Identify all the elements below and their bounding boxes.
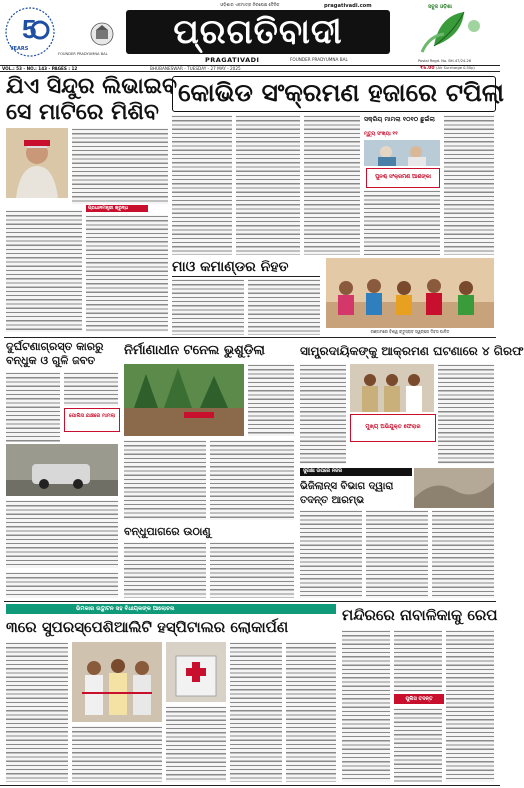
hospital-photo [72,642,162,722]
left-column-body-4 [6,572,118,598]
communal-photo [350,364,434,412]
covid-box-title: ସକ୍ରିୟ ମାମଲା ୧୦୧୦ ଛୁଇଁଲା [364,116,435,123]
covid-test-photo-icon [364,140,440,166]
lead-right-headline: କୋଭିଡ ସଂକ୍ରମଣ ହଜାରେ ଟପିଲା [178,78,505,107]
gov-headline-2: ତଦନ୍ତ ଆରମ୍ଭ [300,495,365,506]
gun-story-headline: ଦୁର୍ଘଟଣାଗ୍ରସ୍ତ କାରରୁ [6,340,104,353]
hospital-body-1 [6,642,68,782]
masthead-ad [404,6,494,58]
gov-banner [300,468,412,476]
mao-rule [172,276,320,277]
gov-banner-text: ସୁରକ୍ଷା ଉପରେ ନଜର [303,469,342,474]
lead-right-body-2 [236,115,300,255]
tunnel-photo [124,364,244,436]
police-photo-icon [350,364,434,412]
gov-headline: ଭିଜିଲାନ୍ସ ବିଭାଗ ଦ୍ୱାରା [300,481,394,492]
lead-left-tag: ପ୍ରଧାନମନ୍ତ୍ରୀ କ୍ରୁଦ୍ଧ [86,205,148,212]
gov-body-2 [366,510,428,598]
masthead-ad-text: ସବୁଜ ଓଡ଼ିଶା [428,4,452,10]
edition-date: BHUBANESWAR - TUESDAY - 27 MAY - 2025 [150,66,241,71]
price-note: (Air Surcharge 0.50p) [436,66,475,70]
masthead-seal [90,22,114,46]
small-story-headline: ବନ୍ଧୁପାଗରେ ଉଠାଣୁ [124,525,211,538]
lead-left-body-1 [72,128,168,204]
bottom-rule [0,785,500,786]
covid-red-box [366,168,440,188]
masthead-rule-2 [0,71,500,72]
hospital-photo-2 [166,642,226,702]
hospital-body-4 [230,642,282,782]
gun-story-body-3 [6,500,118,568]
website-url[interactable]: pragativadi.com [324,3,372,9]
mao-body-2 [248,279,320,335]
gun-story-body-2 [64,372,118,406]
masthead-tagline: ଓଡ଼ିଶାର ଏକମାତ୍ର ନିରପେକ୍ଷ ଦୈନିକ [220,2,280,7]
anniversary-years-label: YEARS [10,46,29,52]
gun-story-headline-2: ବନ୍ଧୁକ ଓ ଗୁଳି ଜବତ [6,354,96,367]
car-photo [6,444,118,496]
tunnel-body-3 [210,440,294,520]
svg-text:5: 5 [22,14,37,44]
mao-headline: ମାଓ କମାଣ୍ଡର ନିହତ [172,259,289,275]
tunnel-body-2 [124,440,206,520]
hospital-body-5 [286,642,336,782]
communal-body-1 [300,364,346,464]
section-rule-1 [4,337,496,338]
gun-story-red-box [64,408,120,432]
tunnel-body-1 [248,364,294,436]
hospital-banner-text: ଭିମକାର ଉଦ୍ଘାଟନ ସହ ବିଧାୟକଙ୍କ ଆଲୋଚନା [76,606,175,612]
section-rule-2 [4,601,496,602]
small-story-body-2 [210,542,294,598]
forest-site-photo-icon [124,364,244,436]
covid-box-sub: ମୃତ୍ୟୁ ସଂଖ୍ୟା ୧୧ [364,131,398,137]
car-accident-photo-icon [6,444,118,496]
price-value: ₹6.00 [420,66,435,71]
small-story-body-1 [124,542,206,598]
inauguration-photo-icon [72,642,162,722]
person-photo-icon [6,128,68,198]
gov-body-3 [432,510,494,598]
lead-right-body-3 [304,115,360,255]
crowd-photo-icon [326,258,494,328]
newspaper-title: ପ୍ରଗତିବାଦୀ [126,10,390,54]
hospital-banner [6,604,336,614]
covid-box-body [364,190,440,255]
communal-red-box-text: ମୁଖ୍ୟ ଅଭିଯୁକ୍ତ ଫେରାର [365,424,421,430]
lead-right-body-1 [172,115,232,255]
covid-photo [364,140,440,166]
edition-info: VOL.: 53 - NO.: 143 - PAGES : 12 [2,66,78,71]
photo-caption-right: ଗଞ୍ଜାମରେ ବିଶ୍ୱ ଋତୁସ୍ରାବ ସ୍ୱଚ୍ଛତା ଦିବସ ପାଳିତ [370,329,450,334]
communal-body-2 [438,364,494,464]
founder-label: FOUNDER PRADYUMNA BAL [58,52,108,56]
lead-right-body-4 [444,115,494,255]
lead-left-body-2 [6,210,82,332]
hospital-headline: ୩ରେ ସୁପରସ୍ପେଶିଆଲିଟି ହସ୍ପିଟାଲର ଲୋକାର୍ପଣ [6,618,289,636]
temple-body-2 [394,630,442,692]
quarry-photo [414,468,494,508]
founder-line: FOUNDER PRADYUMNA BAL [290,57,348,62]
communal-red-box [350,414,436,442]
hospital-body-2 [72,726,162,782]
temple-red-box: ପୁଲିସ ତଦନ୍ତ [394,694,444,704]
communal-headline: ସାମ୍ପ୍ରଦାୟିକଙ୍କୁ ଆକ୍ରମଣ ଘଟଣାରେ ୪ ଗିରଫ [300,344,524,358]
temple-headline: ମନ୍ଦିରରେ ନାବାଳିକାକୁ ରେପ [342,606,498,624]
mao-body-1 [172,279,244,335]
event-photo-right [326,258,494,328]
postal-reg: Postal Regd. No. BH-47/24-26 [418,59,472,63]
temple-body-1 [342,630,390,782]
covid-red-box-text: ପୁନଶ୍ଚ ସଂକ୍ରମଣ ଆଶଙ୍କା [375,174,431,180]
hospital-body-3 [166,706,226,782]
temple-body-3 [394,708,442,782]
lead-left-headline-2: ସେ ମାଟିରେ ମିଶିବ [6,100,159,125]
newspaper-title-latin: PRAGATIVADI [205,56,260,64]
gun-story-red-box-text: ପୋଲିସ ଯାଞ୍ଚରେ ମାମଲା [68,413,116,419]
quarry-site-photo-icon [414,468,494,508]
founder-small-text [58,52,118,60]
gov-body-1 [300,510,362,598]
lead-left-body-3 [86,215,168,332]
pm-photo [6,128,68,198]
seal-icon [90,22,114,46]
hospital-building-photo-icon [166,642,226,702]
green-odisha-leaf-icon [404,6,494,58]
lead-left-headline: ଯିଏ ସିନ୍ଦୁର ଲିଭାଇବ [6,74,177,99]
gun-story-body-1 [6,372,60,442]
tunnel-headline: ନିର୍ମାଣାଧୀନ ଟନେଲ ଭୁଶୁଡ଼ିଲା [124,343,265,358]
temple-body-4 [446,630,494,782]
